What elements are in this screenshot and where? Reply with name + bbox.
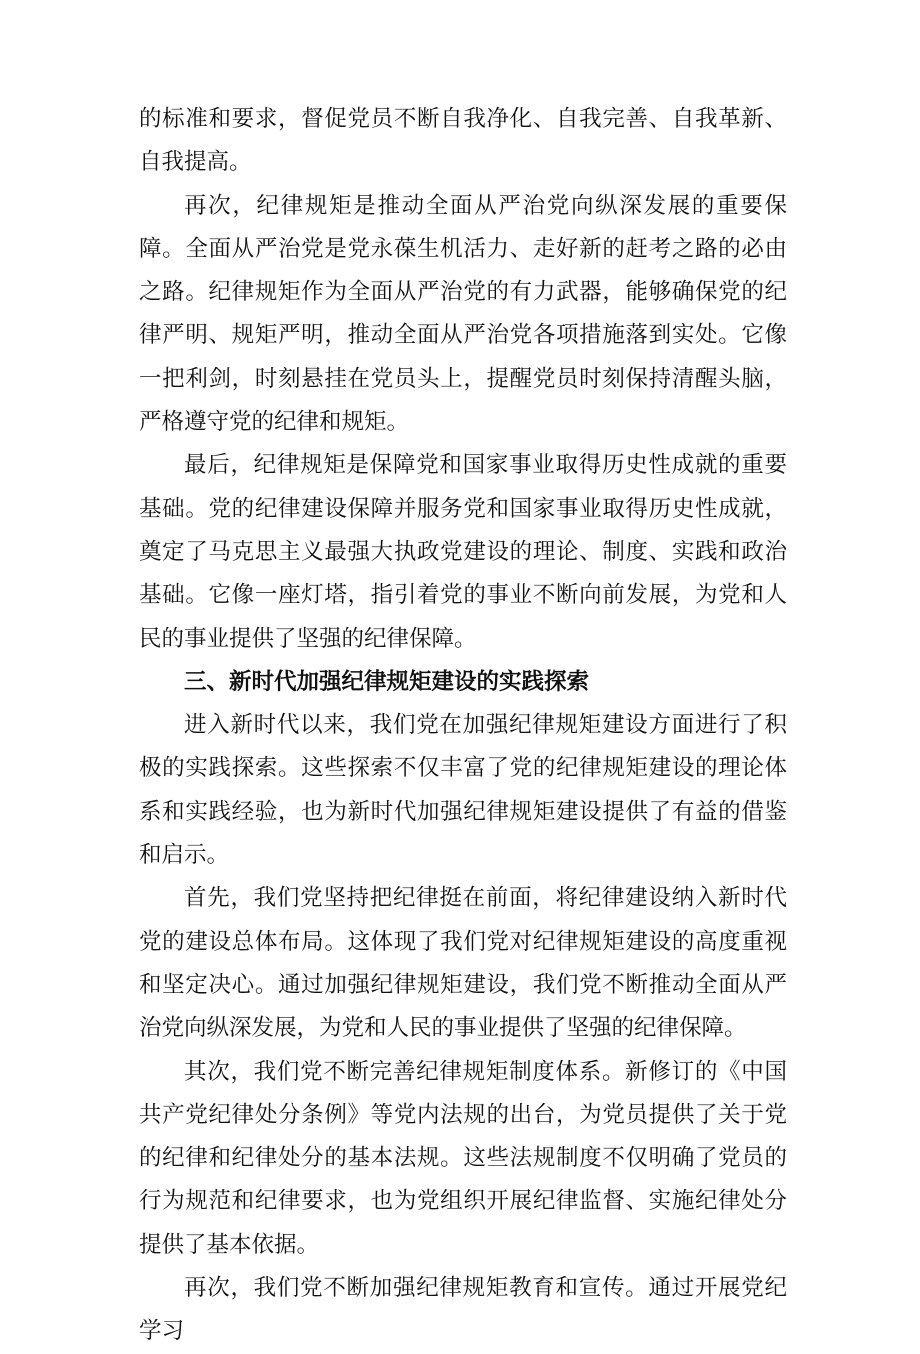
paragraph-discipline-guarantee: 再次，纪律规矩是推动全面从严治党向纵深发展的重要保障。全面从严治党是党永葆生机活力、走好新的赶考之路的必由之路。纪律规矩作为全面从严治党的有力武器，能够确保党的纪律严明、规矩严明，推动全面从严治党各项措施落到实处。它像一把利剑，时刻悬挂在党员头上，提醒党员时刻保持清醒头脑，严格遵守党的纪律和规矩。 xyxy=(139,192,787,436)
section-heading: 三、新时代加强纪律规矩建设的实践探索 xyxy=(184,668,590,695)
paragraph-new-era-intro: 进入新时代以来，我们党在加强纪律规矩建设方面进行了积极的实践探索。这些探索不仅丰富了党的纪律规矩建设的理论体系和实践经验，也为新时代加强纪律规矩建设提供了有益的借鉴和启示。 xyxy=(139,712,787,869)
document-body xyxy=(139,98,787,1354)
paragraph-second-point: 其次，我们党不断完善纪律规矩制度体系。新修订的《中国共产党纪律处分条例》等党内法规的出台，为党员提供了关于党的纪律和纪律处分的基本法规。这些法规制度不仅明确了党员的行为规范和纪律要求，也为党组织开展纪律监督、实施纪律处分提供了基本依据。 xyxy=(139,1058,787,1258)
paragraph-third-point: 再次，我们党不断加强纪律规矩教育和宣传。通过开展党纪学习 xyxy=(139,1275,787,1345)
paragraph-continuation: 的标准和要求，督促党员不断自我净化、自我完善、自我革新、自我提高。 xyxy=(139,106,787,176)
paragraph-first-point: 首先，我们党坚持把纪律挺在前面，将纪律建设纳入新时代党的建设总体布局。这体现了我们党对纪律规矩建设的高度重视和坚定决心。通过加强纪律规矩建设，我们党不断推动全面从严治党向纵深发展，为党和人民的事业提供了坚强的纪律保障。 xyxy=(139,885,787,1042)
paragraph-discipline-foundation: 最后，纪律规矩是保障党和国家事业取得历史性成就的重要基础。党的纪律建设保障并服务党和国家事业取得历史性成就，奠定了马克思主义最强大执政党建设的理论、制度、实践和政治基础。它像一座灯塔，指引着党的事业不断向前发展，为党和人民的事业提供了坚强的纪律保障。 xyxy=(139,452,787,652)
